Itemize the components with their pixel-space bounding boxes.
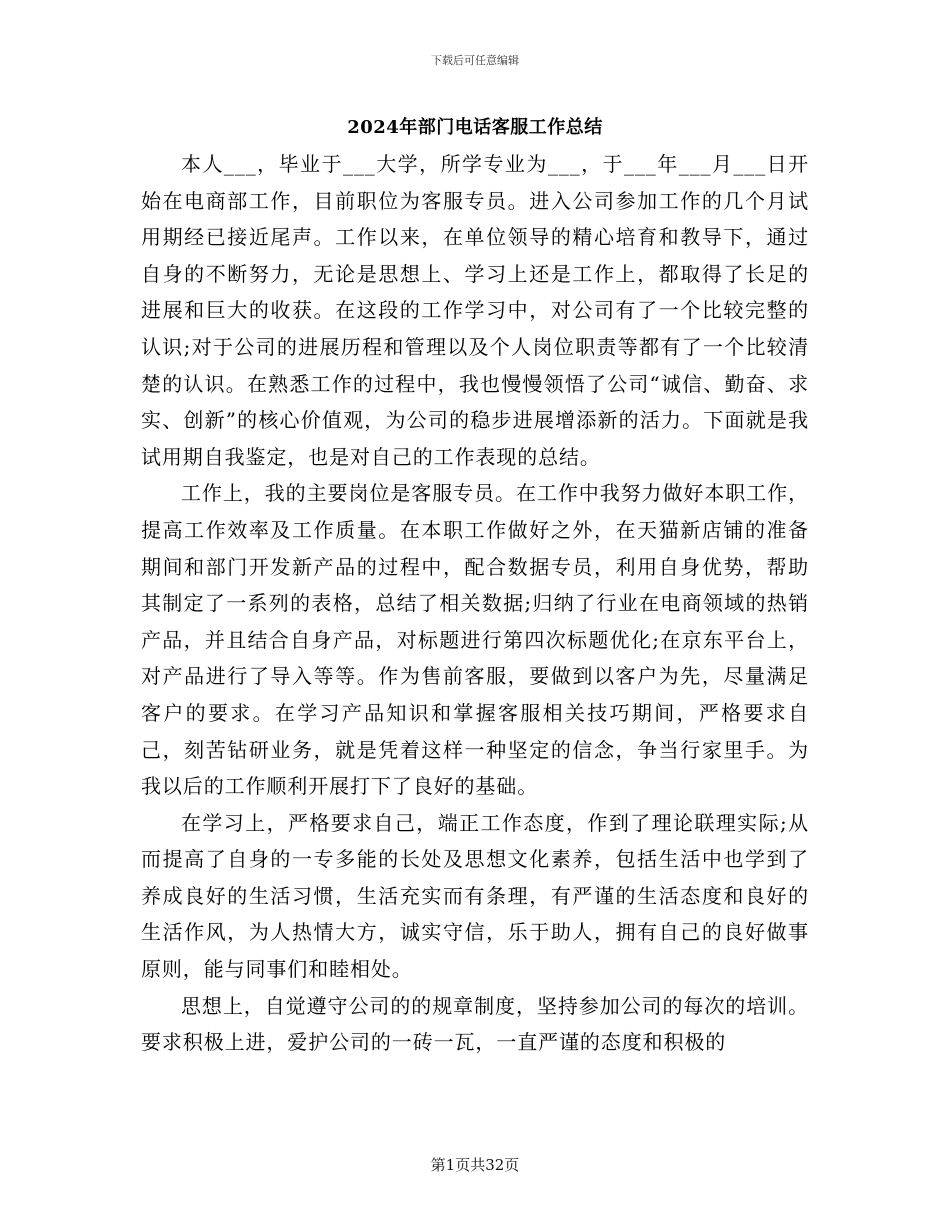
page-number-footer: 第1页共32页 — [430, 1156, 520, 1174]
paragraph-study: 在学习上，严格要求自己，端正工作态度，作到了理论联理实际;从而提高了自身的一专多能的长处及思想文化素养，包括生活中也学到了养成良好的生活习惯，生活充实而有条理，有严谨的生活态度和良好的生活作风，为人热情大方，诚实守信，乐于助人，拥有自己的良好做事原则，能与同事们和睦相处。 — [141, 810, 809, 982]
paragraph-intro: 本人___，毕业于___大学，所学专业为___，于___年___月___日开始在电商部工作，目前职位为客服专员。进入公司参加工作的几个月试用期经已接近尾声。工作以来，在单位领导的精心培育和教导下，通过自身的不断努力，无论是思想上、学习上还是工作上，都取得了长足的进展和巨大的收获。在这段的工作学习中，对公司有了一个比较完整的认识;对于公司的进展历程和管理以及个人岗位职责等都有了一个比较清楚的认识。在熟悉工作的过程中，我也慢慢领悟了公司“诚信、勤奋、求实、创新”的核心价值观，为公司的稳步进展增添新的活力。下面就是我试用期自我鉴定，也是对自己的工作表现的总结。 — [141, 152, 809, 469]
document-title: 2024年部门电话客服工作总结 — [347, 117, 603, 138]
paragraph-thought: 思想上，自觉遵守公司的的规章制度，坚持参加公司的每次的培训。要求积极上进，爱护公司的一砖一瓦，一直严谨的态度和积极的 — [141, 993, 809, 1055]
document-body — [141, 146, 809, 1061]
paragraph-work: 工作上，我的主要岗位是客服专员。在工作中我努力做好本职工作，提高工作效率及工作质量。在本职工作做好之外，在天猫新店铺的准备期间和部门开发新产品的过程中，配合数据专员，利用自身优势，帮助其制定了一系列的表格，总结了相关数据;归纳了行业在电商领域的热销产品，并且结合自身产品，对标题进行第四次标题优化;在京东平台上，对产品进行了导入等等。作为售前客服，要做到以客户为先，尽量满足客户的要求。在学习产品知识和掌握客服相关技巧期间，严格要求自己，刻苦钻研业务，就是凭着这样一种坚定的信念，争当行家里手。为我以后的工作顺利开展打下了良好的基础。 — [141, 481, 809, 799]
page-header-note: 下载后可任意编辑 — [431, 54, 519, 67]
